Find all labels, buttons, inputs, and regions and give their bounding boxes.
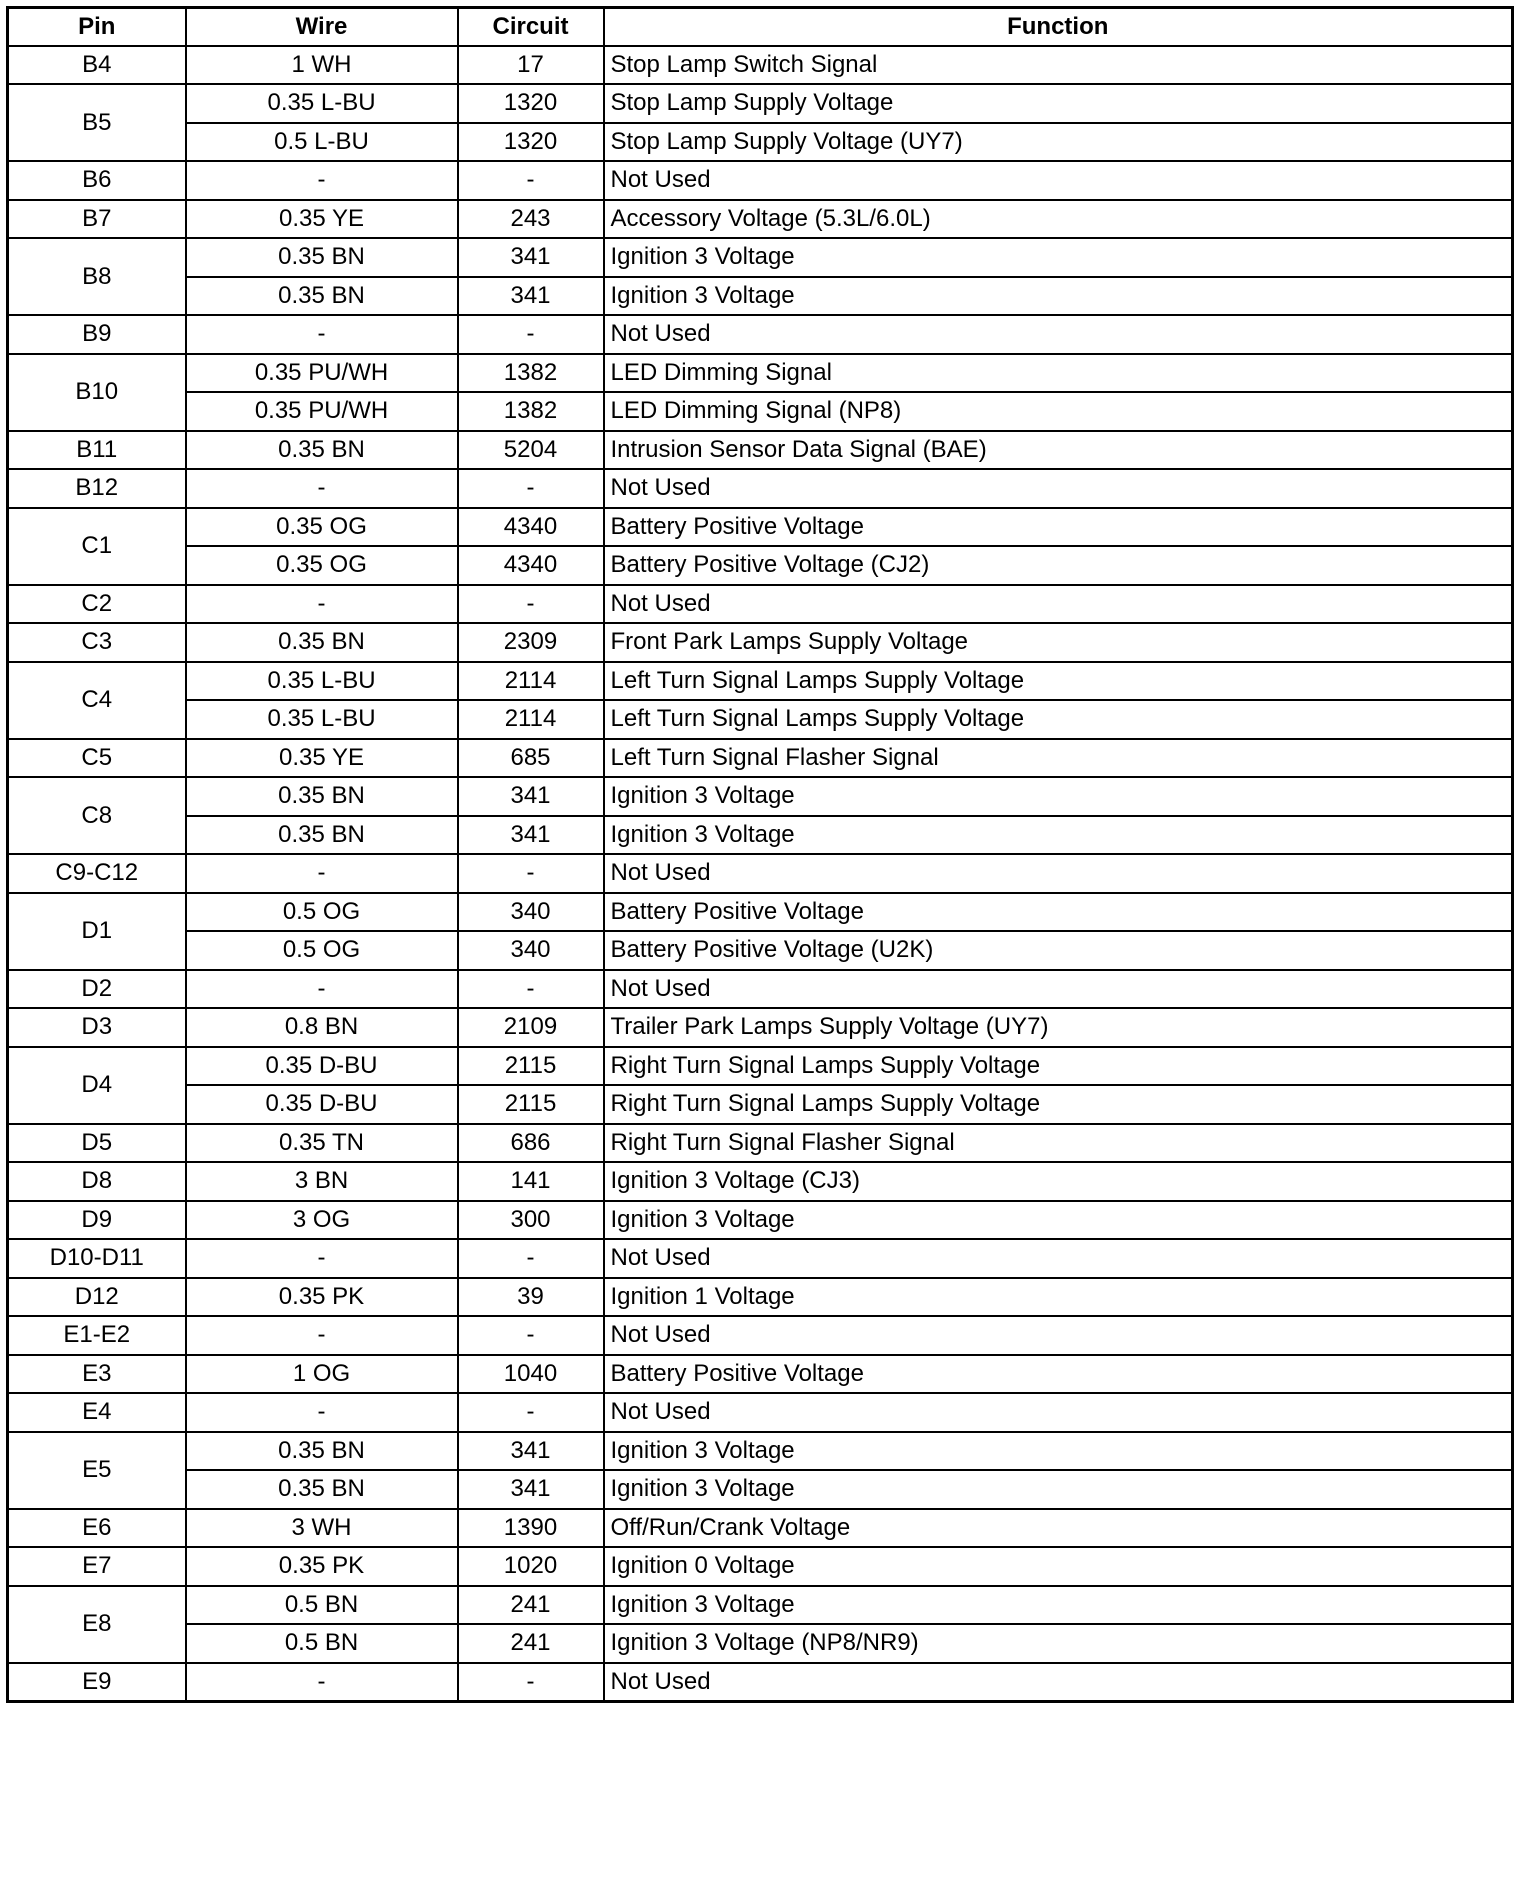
pin-cell: B10	[8, 354, 186, 431]
circuit-cell: 1382	[458, 354, 604, 393]
pin-cell: D5	[8, 1124, 186, 1163]
function-cell: Not Used	[604, 315, 1513, 354]
pin-cell: E6	[8, 1509, 186, 1548]
wire-cell: 0.35 OG	[186, 546, 458, 585]
function-cell: Left Turn Signal Lamps Supply Voltage	[604, 662, 1513, 701]
table-row	[8, 854, 1513, 893]
table-body	[8, 46, 1513, 1702]
wire-cell: 0.35 YE	[186, 739, 458, 778]
wire-cell: -	[186, 1663, 458, 1702]
wire-cell: -	[186, 1316, 458, 1355]
circuit-cell: 341	[458, 1432, 604, 1471]
circuit-cell: 686	[458, 1124, 604, 1163]
function-cell: Not Used	[604, 1663, 1513, 1702]
pin-cell: D9	[8, 1201, 186, 1240]
circuit-cell: -	[458, 1663, 604, 1702]
function-cell: Ignition 3 Voltage (NP8/NR9)	[604, 1624, 1513, 1663]
circuit-cell: -	[458, 161, 604, 200]
circuit-cell: 2309	[458, 623, 604, 662]
table-row	[8, 84, 1513, 123]
function-cell: Ignition 3 Voltage	[604, 238, 1513, 277]
pin-cell: E1-E2	[8, 1316, 186, 1355]
wire-cell: 0.35 TN	[186, 1124, 458, 1163]
pin-cell: D3	[8, 1008, 186, 1047]
table-row	[8, 585, 1513, 624]
wire-cell: 0.5 BN	[186, 1586, 458, 1625]
wire-cell: 0.5 OG	[186, 893, 458, 932]
wire-cell: 0.35 BN	[186, 1470, 458, 1509]
pin-cell: B12	[8, 469, 186, 508]
wire-cell: -	[186, 970, 458, 1009]
pin-cell: D10-D11	[8, 1239, 186, 1278]
circuit-cell: 1382	[458, 392, 604, 431]
pin-cell: C2	[8, 585, 186, 624]
function-cell: Not Used	[604, 970, 1513, 1009]
function-cell: Right Turn Signal Lamps Supply Voltage	[604, 1085, 1513, 1124]
function-cell: Left Turn Signal Lamps Supply Voltage	[604, 700, 1513, 739]
table-row	[8, 123, 1513, 162]
circuit-cell: 5204	[458, 431, 604, 470]
table-row	[8, 1432, 1513, 1471]
wire-cell: 0.5 L-BU	[186, 123, 458, 162]
pin-cell: C3	[8, 623, 186, 662]
table-row	[8, 238, 1513, 277]
table-row	[8, 1162, 1513, 1201]
pin-cell: D12	[8, 1278, 186, 1317]
wire-cell: 0.35 BN	[186, 623, 458, 662]
pin-cell: E4	[8, 1393, 186, 1432]
function-cell: Ignition 3 Voltage	[604, 777, 1513, 816]
circuit-cell: -	[458, 1239, 604, 1278]
function-cell: Front Park Lamps Supply Voltage	[604, 623, 1513, 662]
wire-cell: 0.35 BN	[186, 816, 458, 855]
table-row	[8, 1547, 1513, 1586]
circuit-cell: 1020	[458, 1547, 604, 1586]
function-cell: Not Used	[604, 1239, 1513, 1278]
wire-cell: -	[186, 1393, 458, 1432]
wire-cell: 0.5 OG	[186, 931, 458, 970]
wire-cell: -	[186, 161, 458, 200]
wire-cell: 0.8 BN	[186, 1008, 458, 1047]
circuit-cell: 1320	[458, 123, 604, 162]
function-cell: LED Dimming Signal	[604, 354, 1513, 393]
table-row	[8, 1393, 1513, 1432]
table-row	[8, 893, 1513, 932]
function-cell: Battery Positive Voltage	[604, 1355, 1513, 1394]
table-row	[8, 1624, 1513, 1663]
function-cell: Ignition 3 Voltage	[604, 277, 1513, 316]
wire-cell: -	[186, 1239, 458, 1278]
table-row	[8, 469, 1513, 508]
pin-cell: E8	[8, 1586, 186, 1663]
circuit-cell: 241	[458, 1624, 604, 1663]
circuit-cell: 2109	[458, 1008, 604, 1047]
function-cell: Off/Run/Crank Voltage	[604, 1509, 1513, 1548]
header-function: Function	[604, 8, 1513, 46]
table-row	[8, 1470, 1513, 1509]
table-row	[8, 662, 1513, 701]
function-cell: Ignition 3 Voltage (CJ3)	[604, 1162, 1513, 1201]
function-cell: Battery Positive Voltage	[604, 508, 1513, 547]
table-row	[8, 46, 1513, 85]
circuit-cell: 685	[458, 739, 604, 778]
function-cell: Stop Lamp Supply Voltage	[604, 84, 1513, 123]
table-row	[8, 315, 1513, 354]
function-cell: Trailer Park Lamps Supply Voltage (UY7)	[604, 1008, 1513, 1047]
table-row	[8, 161, 1513, 200]
wire-cell: 3 WH	[186, 1509, 458, 1548]
wire-cell: 0.35 PU/WH	[186, 392, 458, 431]
wire-cell: 0.35 L-BU	[186, 662, 458, 701]
circuit-cell: 2114	[458, 700, 604, 739]
table-row	[8, 931, 1513, 970]
wire-cell: 0.35 D-BU	[186, 1085, 458, 1124]
pin-cell: D8	[8, 1162, 186, 1201]
table-row	[8, 777, 1513, 816]
wire-cell: -	[186, 854, 458, 893]
wire-cell: 0.35 BN	[186, 431, 458, 470]
wire-cell: -	[186, 469, 458, 508]
circuit-cell: 341	[458, 816, 604, 855]
wire-cell: -	[186, 585, 458, 624]
pin-cell: E7	[8, 1547, 186, 1586]
table-row	[8, 816, 1513, 855]
table-row	[8, 1239, 1513, 1278]
function-cell: Ignition 3 Voltage	[604, 1470, 1513, 1509]
circuit-cell: 1320	[458, 84, 604, 123]
circuit-cell: -	[458, 1316, 604, 1355]
pin-cell: E9	[8, 1663, 186, 1702]
circuit-cell: -	[458, 1393, 604, 1432]
function-cell: Left Turn Signal Flasher Signal	[604, 739, 1513, 778]
header-circuit: Circuit	[458, 8, 604, 46]
table-row	[8, 200, 1513, 239]
table-row	[8, 508, 1513, 547]
circuit-cell: 341	[458, 238, 604, 277]
function-cell: Ignition 3 Voltage	[604, 816, 1513, 855]
table-row	[8, 1201, 1513, 1240]
circuit-cell: -	[458, 469, 604, 508]
table-row	[8, 623, 1513, 662]
circuit-cell: 2115	[458, 1085, 604, 1124]
pin-cell: C1	[8, 508, 186, 585]
circuit-cell: 2115	[458, 1047, 604, 1086]
circuit-cell: -	[458, 315, 604, 354]
table-row	[8, 970, 1513, 1009]
function-cell: Right Turn Signal Flasher Signal	[604, 1124, 1513, 1163]
function-cell: Accessory Voltage (5.3L/6.0L)	[604, 200, 1513, 239]
pin-cell: B4	[8, 46, 186, 85]
table-row	[8, 431, 1513, 470]
table-row	[8, 1047, 1513, 1086]
wire-cell: -	[186, 315, 458, 354]
wire-cell: 0.35 L-BU	[186, 84, 458, 123]
wire-cell: 0.35 BN	[186, 277, 458, 316]
pin-cell: B7	[8, 200, 186, 239]
pin-cell: D4	[8, 1047, 186, 1124]
pin-cell: B6	[8, 161, 186, 200]
pin-cell: C4	[8, 662, 186, 739]
circuit-cell: 39	[458, 1278, 604, 1317]
wire-cell: 0.35 PK	[186, 1547, 458, 1586]
pin-cell: D1	[8, 893, 186, 970]
function-cell: Not Used	[604, 469, 1513, 508]
table-row	[8, 354, 1513, 393]
function-cell: Stop Lamp Switch Signal	[604, 46, 1513, 85]
pin-cell: D2	[8, 970, 186, 1009]
function-cell: Stop Lamp Supply Voltage (UY7)	[604, 123, 1513, 162]
function-cell: Ignition 3 Voltage	[604, 1432, 1513, 1471]
table-row	[8, 739, 1513, 778]
wire-cell: 0.35 YE	[186, 200, 458, 239]
function-cell: LED Dimming Signal (NP8)	[604, 392, 1513, 431]
table-row	[8, 1278, 1513, 1317]
table-row	[8, 1509, 1513, 1548]
wire-cell: 0.35 L-BU	[186, 700, 458, 739]
function-cell: Ignition 0 Voltage	[604, 1547, 1513, 1586]
wire-cell: 0.35 PU/WH	[186, 354, 458, 393]
table-row	[8, 1355, 1513, 1394]
circuit-cell: 1040	[458, 1355, 604, 1394]
table-row	[8, 1586, 1513, 1625]
circuit-cell: -	[458, 585, 604, 624]
wire-cell: 1 OG	[186, 1355, 458, 1394]
table-row	[8, 1008, 1513, 1047]
wire-cell: 3 OG	[186, 1201, 458, 1240]
pin-cell: C9-C12	[8, 854, 186, 893]
function-cell: Intrusion Sensor Data Signal (BAE)	[604, 431, 1513, 470]
pin-cell: B9	[8, 315, 186, 354]
function-cell: Not Used	[604, 1393, 1513, 1432]
wire-cell: 0.35 PK	[186, 1278, 458, 1317]
pin-cell: C5	[8, 739, 186, 778]
function-cell: Right Turn Signal Lamps Supply Voltage	[604, 1047, 1513, 1086]
wire-cell: 0.35 OG	[186, 508, 458, 547]
function-cell: Not Used	[604, 1316, 1513, 1355]
circuit-cell: 1390	[458, 1509, 604, 1548]
table-row	[8, 392, 1513, 431]
connector-pinout-table	[6, 6, 1514, 1703]
table-row	[8, 1124, 1513, 1163]
circuit-cell: 141	[458, 1162, 604, 1201]
function-cell: Ignition 3 Voltage	[604, 1586, 1513, 1625]
circuit-cell: 2114	[458, 662, 604, 701]
function-cell: Ignition 3 Voltage	[604, 1201, 1513, 1240]
circuit-cell: 340	[458, 893, 604, 932]
circuit-cell: 4340	[458, 546, 604, 585]
circuit-cell: 341	[458, 1470, 604, 1509]
wire-cell: 0.35 BN	[186, 777, 458, 816]
pin-cell: B8	[8, 238, 186, 315]
table-row	[8, 700, 1513, 739]
table-row	[8, 1085, 1513, 1124]
circuit-cell: -	[458, 854, 604, 893]
table-row	[8, 546, 1513, 585]
circuit-cell: 17	[458, 46, 604, 85]
header-pin: Pin	[8, 8, 186, 46]
pin-cell: B11	[8, 431, 186, 470]
wire-cell: 0.35 BN	[186, 238, 458, 277]
wire-cell: 1 WH	[186, 46, 458, 85]
function-cell: Ignition 1 Voltage	[604, 1278, 1513, 1317]
circuit-cell: 4340	[458, 508, 604, 547]
function-cell: Battery Positive Voltage (CJ2)	[604, 546, 1513, 585]
pin-cell: C8	[8, 777, 186, 854]
table-row	[8, 277, 1513, 316]
header-row	[8, 8, 1513, 46]
circuit-cell: 340	[458, 931, 604, 970]
wire-cell: 3 BN	[186, 1162, 458, 1201]
header-wire: Wire	[186, 8, 458, 46]
circuit-cell: 300	[458, 1201, 604, 1240]
pin-cell: B5	[8, 84, 186, 161]
wire-cell: 0.35 D-BU	[186, 1047, 458, 1086]
circuit-cell: 341	[458, 777, 604, 816]
wire-cell: 0.5 BN	[186, 1624, 458, 1663]
table-row	[8, 1663, 1513, 1702]
pin-cell: E5	[8, 1432, 186, 1509]
circuit-cell: 243	[458, 200, 604, 239]
circuit-cell: -	[458, 970, 604, 1009]
function-cell: Battery Positive Voltage	[604, 893, 1513, 932]
circuit-cell: 241	[458, 1586, 604, 1625]
function-cell: Not Used	[604, 585, 1513, 624]
function-cell: Not Used	[604, 854, 1513, 893]
pin-cell: E3	[8, 1355, 186, 1394]
function-cell: Not Used	[604, 161, 1513, 200]
function-cell: Battery Positive Voltage (U2K)	[604, 931, 1513, 970]
table-row	[8, 1316, 1513, 1355]
wire-cell: 0.35 BN	[186, 1432, 458, 1471]
circuit-cell: 341	[458, 277, 604, 316]
